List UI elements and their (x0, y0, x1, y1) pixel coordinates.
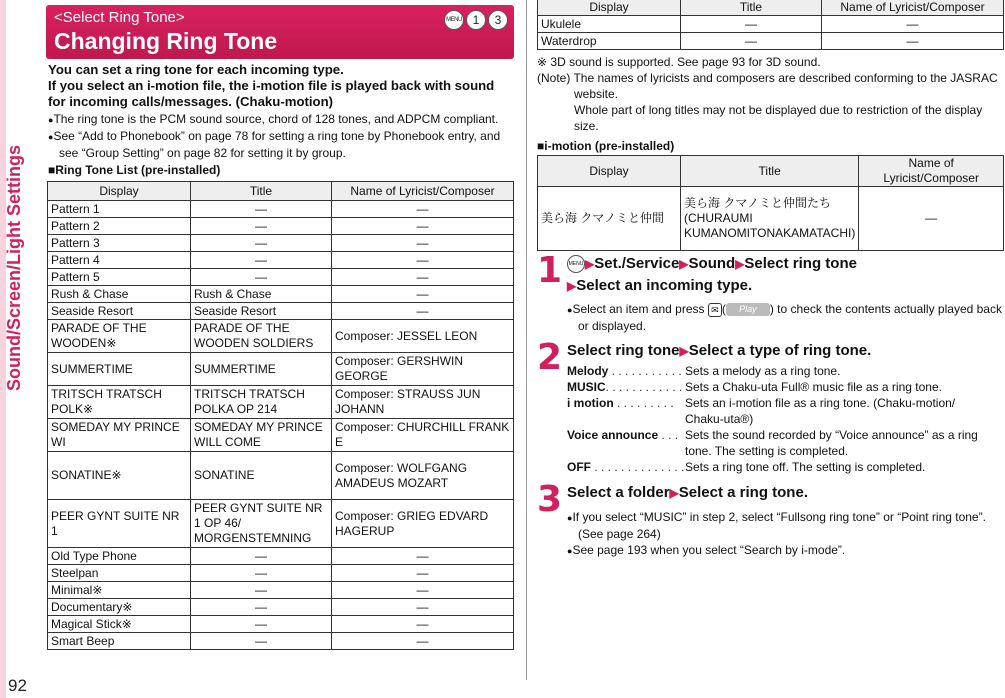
cell-display: Seaside Resort (48, 303, 191, 320)
cell-composer: — (332, 565, 514, 582)
cell-title: — (191, 633, 332, 650)
cell-display: PEER GYNT SUITE NR 1 (48, 500, 191, 548)
step-3 (537, 480, 1005, 580)
cell-title: PARADE OF THE WOODEN SOLDIERS (191, 320, 332, 353)
cell-composer: — (332, 616, 514, 633)
table-row (48, 419, 514, 452)
table-row (48, 235, 514, 252)
cell-composer: — (332, 218, 514, 235)
cell-title: SONATINE (191, 452, 332, 500)
arrow-icon: ▶ (567, 279, 577, 293)
arrow-icon: ▶ (735, 257, 745, 271)
cell-display: Pattern 5 (48, 269, 191, 286)
key-3-icon: 3 (488, 10, 508, 30)
table-row (538, 33, 1004, 50)
intro-text (48, 62, 514, 110)
mail-key-icon: ✉ (708, 303, 722, 317)
section-label: Sound/Screen/Light Settings (4, 144, 24, 391)
intro-line-2: If you select an i-motion file, the i-motion file is played back with sound for incoming calls/messages. (Chaku-motion) (48, 78, 495, 109)
imotion-table-title: ■i-motion (pre-installed) (537, 139, 675, 153)
cell-title: Rush & Chase (191, 286, 332, 303)
table-row (48, 286, 514, 303)
cell-display: Minimal※ (48, 582, 191, 599)
col-title: Title (681, 0, 822, 16)
ring-tone-table (47, 181, 514, 650)
bullet-icon: ● (567, 513, 573, 523)
term-off: OFF (567, 460, 591, 474)
arrow-icon: ▶ (669, 486, 679, 500)
cell-composer: — (822, 16, 1004, 33)
column-divider (526, 0, 527, 680)
table-row (48, 452, 514, 500)
col-composer: Name of Lyricist/Composer (332, 182, 514, 201)
table-notes (537, 54, 1003, 134)
step-number: 1 (537, 250, 563, 291)
cell-display: Pattern 3 (48, 235, 191, 252)
ring-tone-table-continued (537, 0, 1004, 50)
table-header-row (538, 156, 1004, 187)
cell-title: Seaside Resort (191, 303, 332, 320)
cell-title: SOMEDAY MY PRINCE WILL COME (191, 419, 332, 452)
cell-composer: — (332, 582, 514, 599)
table-row (48, 353, 514, 386)
intro-bullets (48, 111, 514, 161)
note-long-titles: Whole part of long titles may not be displayed due to restriction of the display size. (574, 103, 983, 133)
table-row (48, 201, 514, 218)
col-composer: Name of Lyricist/Composer (859, 156, 1004, 187)
term-music: MUSIC (567, 380, 606, 394)
cell-composer: — (332, 286, 514, 303)
table-row (48, 320, 514, 353)
cell-composer: Composer: GRIEG EDVARD HAGERUP (332, 500, 514, 548)
table-row (48, 582, 514, 599)
cell-display: TRITSCH TRATSCH POLK※ (48, 386, 191, 419)
cell-title: — (681, 16, 822, 33)
col-display: Display (48, 182, 191, 201)
cell-title: — (191, 269, 332, 286)
key-sequence (444, 10, 508, 30)
cell-composer: — (332, 201, 514, 218)
cell-display: PARADE OF THE WOODEN※ (48, 320, 191, 353)
col-title: Title (681, 156, 859, 187)
bullet-item: ●Select an item and press ✉ ( Play ) to check the contents actually played back or displayed. (567, 302, 1002, 333)
cell-title: — (191, 201, 332, 218)
menu-key-icon: MENU (567, 255, 585, 273)
cell-display: Pattern 1 (48, 201, 191, 218)
cell-title: PEER GYNT SUITE NR 1 OP 46/ MORGENSTEMNING (191, 500, 332, 548)
step-1-bullets (567, 301, 1003, 334)
cell-title: — (191, 252, 332, 269)
step-instruction: Select a folder▶Select a ring tone. (567, 484, 808, 501)
bullet-icon: ● (567, 305, 573, 315)
cell-display: 美ら海 クマノミと仲間 (538, 187, 681, 251)
list-item: Voice announce . . . Sets the sound recorded by “Voice announce” as a ring tone. The setting is completed. (567, 428, 978, 458)
note-3d: ※ 3D sound is supported. See page 93 for 3D sound. (537, 55, 821, 69)
cell-title: 美ら海 クマノミと仲間たち (CHURAUMI KUMANOMITONAKAMATACHI) (681, 187, 859, 251)
bullet-item: ●See “Add to Phonebook” on page 78 for setting a ring tone by Phonebook entry, and see “Group Setting” on page 82 for setting it by group. (48, 129, 501, 160)
list-item: MUSIC. . . . . . . . . . . . Sets a Chaku-uta Full® music file as a ring tone. (567, 380, 942, 394)
table-header-row (538, 0, 1004, 16)
term-imotion: i motion (567, 396, 614, 410)
cell-composer: — (822, 33, 1004, 50)
cell-composer: — (332, 633, 514, 650)
table-row (48, 500, 514, 548)
table-row (48, 599, 514, 616)
step-instruction: Select ring tone▶Select a type of ring tone. (567, 342, 872, 359)
list-item: Melody . . . . . . . . . . . Sets a melody as a ring tone. (567, 364, 841, 378)
arrow-icon: ▶ (679, 257, 689, 271)
key-1-icon: 1 (466, 10, 486, 30)
ring-type-list (567, 363, 997, 475)
table-row (48, 218, 514, 235)
cell-composer: Composer: JESSEL LEON (332, 320, 514, 353)
col-display: Display (538, 0, 681, 16)
cell-display: Magical Stick※ (48, 616, 191, 633)
note-jasrac: (Note) The names of lyricists and composers are described conforming to the JASRAC website. (537, 71, 998, 101)
bullet-icon: ● (567, 546, 573, 556)
cell-display: SOMEDAY MY PRINCE WI (48, 419, 191, 452)
col-display: Display (538, 156, 681, 187)
cell-title: — (191, 218, 332, 235)
bullet-item: ●If you select “MUSIC” in step 2, select “Fullsong ring tone” or “Point ring tone”. (See page 264) (567, 510, 986, 541)
table-row (48, 269, 514, 286)
page-title: Changing Ring Tone (54, 28, 278, 54)
cell-display: Pattern 4 (48, 252, 191, 269)
cell-title: TRITSCH TRATSCH POLKA OP 214 (191, 386, 332, 419)
cell-title: — (191, 616, 332, 633)
bullet-icon: ● (48, 132, 54, 142)
ring-table-title: ■Ring Tone List (pre-installed) (48, 163, 221, 177)
bullet-item: ●The ring tone is the PCM sound source, chord of 128 tones, and ADPCM compliant. (48, 112, 499, 126)
table-row (48, 633, 514, 650)
intro-line-1: You can set a ring tone for each incoming type. (48, 62, 344, 77)
col-composer: Name of Lyricist/Composer (822, 0, 1004, 16)
step-number: 2 (537, 337, 563, 378)
cell-title: — (191, 548, 332, 565)
step-instruction: MENU ▶Set./Service▶Sound▶Select ring tone ▶Select an incoming type. (567, 255, 857, 294)
cell-display: Ukulele (538, 16, 681, 33)
cell-composer: — (332, 548, 514, 565)
play-key-icon: Play (726, 303, 770, 316)
cell-display: Rush & Chase (48, 286, 191, 303)
cell-title: SUMMERTIME (191, 353, 332, 386)
cell-composer: — (332, 235, 514, 252)
cell-composer: Composer: STRAUSS JUN JOHANN (332, 386, 514, 419)
step-number: 3 (537, 479, 563, 520)
term-melody: Melody (567, 364, 609, 378)
cell-display: Steelpan (48, 565, 191, 582)
table-header-row (48, 182, 514, 201)
arrow-icon: ▶ (585, 257, 595, 271)
cell-composer: — (332, 269, 514, 286)
table-row (48, 252, 514, 269)
table-row (48, 548, 514, 565)
table-row (538, 16, 1004, 33)
page-number: 92 (8, 676, 27, 695)
cell-composer: — (859, 187, 1004, 251)
cell-display: SUMMERTIME (48, 353, 191, 386)
step-3-bullets (567, 509, 1003, 559)
cell-composer: — (332, 252, 514, 269)
menu-key-icon: MENU (444, 10, 464, 30)
cell-display: Documentary※ (48, 599, 191, 616)
list-item: i motion . . . . . . . . . Sets an i-motion file as a ring tone. (Chaku-motion/ Chaku-uta®) (567, 396, 956, 426)
cell-display: Pattern 2 (48, 218, 191, 235)
bullet-item: ●See page 193 when you select “Search by i-mode”. (567, 543, 846, 557)
cell-display: SONATINE※ (48, 452, 191, 500)
cell-display: Waterdrop (538, 33, 681, 50)
cell-composer: Composer: GERSHWIN GEORGE (332, 353, 514, 386)
header-subtitle: <Select Ring Tone> (54, 9, 185, 26)
arrow-icon: ▶ (679, 344, 689, 358)
table-row (48, 386, 514, 419)
cell-title: — (191, 599, 332, 616)
side-tab (0, 0, 36, 698)
table-row (538, 187, 1004, 251)
table-row (48, 565, 514, 582)
cell-composer: — (332, 303, 514, 320)
list-item: OFF . . . . . . . . . . . . . . Sets a ring tone off. The setting is completed. (567, 460, 926, 474)
cell-composer: — (332, 599, 514, 616)
cell-title: — (191, 582, 332, 599)
cell-composer: Composer: CHURCHILL FRANK E (332, 419, 514, 452)
cell-display: Old Type Phone (48, 548, 191, 565)
cell-composer: Composer: WOLFGANG AMADEUS MOZART (332, 452, 514, 500)
bullet-icon: ● (48, 115, 54, 125)
col-title: Title (191, 182, 332, 201)
page-header (46, 5, 514, 59)
table-row (48, 616, 514, 633)
cell-title: — (191, 565, 332, 582)
term-voice-announce: Voice announce (567, 428, 659, 442)
cell-title: — (191, 235, 332, 252)
table-row (48, 303, 514, 320)
cell-title: — (681, 33, 822, 50)
imotion-table (537, 155, 1004, 251)
cell-display: Smart Beep (48, 633, 191, 650)
